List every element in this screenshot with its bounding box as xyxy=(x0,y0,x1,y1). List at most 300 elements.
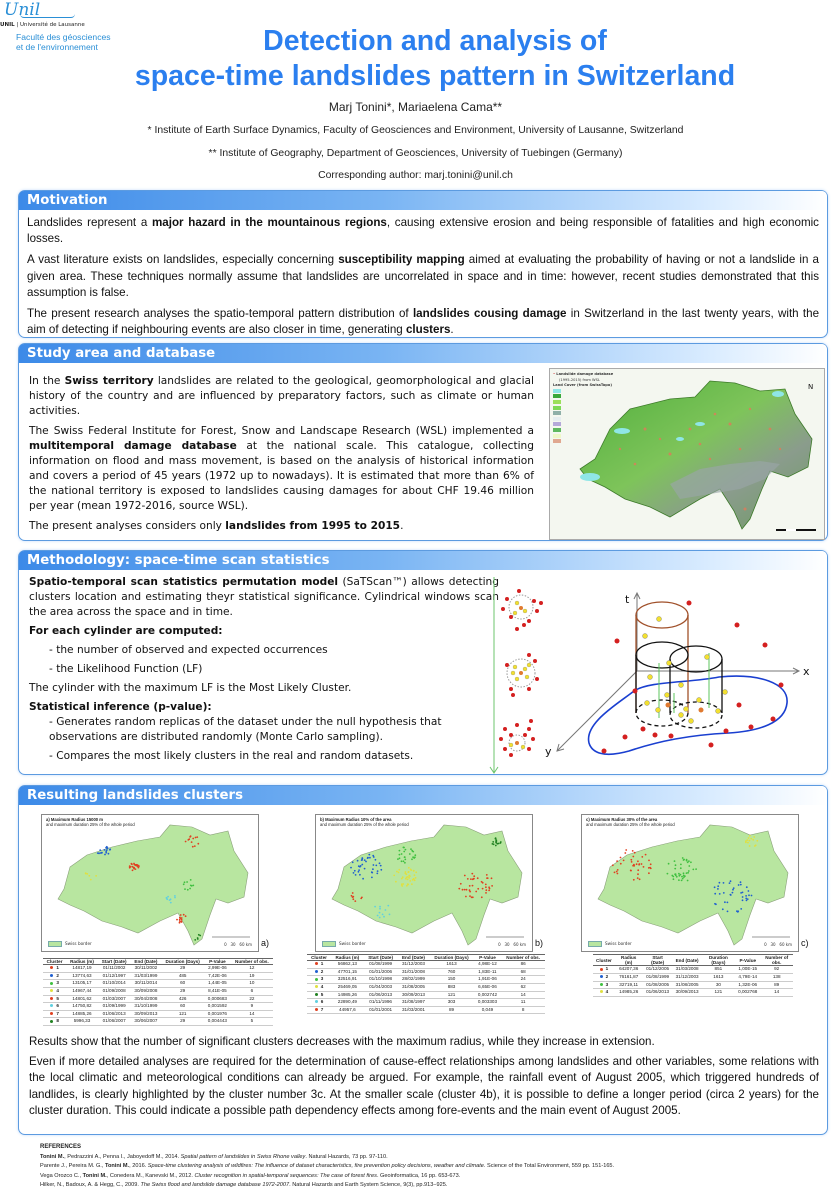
cell-radius: 14750,82 xyxy=(66,1003,98,1011)
cluster-point xyxy=(108,853,110,855)
cell-obs: 89 xyxy=(760,981,793,989)
cluster-point xyxy=(407,884,409,886)
cell-end: 31/08/1997 xyxy=(398,999,430,1007)
cell-radius: 44957,6 xyxy=(331,1006,364,1014)
cluster-point xyxy=(472,896,474,898)
cluster-point xyxy=(683,872,685,874)
cluster-point xyxy=(623,860,625,862)
cluster-point xyxy=(380,869,382,871)
cell-radius: 76161,87 xyxy=(615,974,643,982)
cell-end: 31/03/2008 xyxy=(673,966,702,974)
cluster-point xyxy=(190,885,192,887)
cluster-point xyxy=(413,857,415,859)
cluster-point xyxy=(485,889,487,891)
switzerland-outline xyxy=(58,825,248,945)
section-study-area xyxy=(18,343,828,541)
reference-item: Vega Orozco C., Tonini M., Conedera M., Kanevski M., 2012. Cluster recognition in spatial-temporal sequences: The case of forest fires. Geoinformatica, 16 pp. 653-673. xyxy=(40,1172,461,1179)
cluster-point xyxy=(687,880,689,882)
cluster-point xyxy=(749,835,751,837)
paragraph: Landslides represent a major hazard in the mountainous regions, causing extensive erosion and being responsible of fatalities and high economic losses. xyxy=(27,216,819,246)
paragraph: Results show that the number of significant clusters decreases with the maximum radius, while they increase in extension. xyxy=(29,1035,655,1048)
cluster-point xyxy=(407,879,409,881)
cluster-point xyxy=(688,870,690,872)
cluster-color-dot xyxy=(600,975,603,978)
cluster-point xyxy=(690,861,692,863)
cell-radius: 13774,63 xyxy=(66,972,98,980)
cluster-point xyxy=(179,922,181,924)
cell-obs: 86 xyxy=(501,961,545,969)
cluster-point xyxy=(488,890,490,892)
cell-duration: 121 xyxy=(702,989,736,997)
cluster-point xyxy=(633,879,635,881)
cluster-color-dot xyxy=(315,1008,318,1011)
cluster-point xyxy=(410,869,412,871)
cluster-point xyxy=(486,877,488,879)
faculty-name: Faculté des géosciences et de l'environnement xyxy=(16,32,111,52)
cluster-point xyxy=(361,859,363,861)
cluster-point xyxy=(396,871,398,873)
cluster-point xyxy=(376,873,378,875)
cell-end: 30/09/2008 xyxy=(130,987,161,995)
cell-duration: 29 xyxy=(161,965,204,973)
cluster-point xyxy=(491,877,493,879)
cluster-point xyxy=(398,872,400,874)
column-header: End (Date) xyxy=(130,959,161,965)
cluster-point xyxy=(352,896,354,898)
cell-radius: 14967,44 xyxy=(66,987,98,995)
cluster-point xyxy=(495,838,497,840)
scale-bar: 0 30 60 km xyxy=(224,942,252,947)
cell-radius: 22890,49 xyxy=(331,999,364,1007)
cell-cluster: 3 xyxy=(593,981,615,989)
cell-pvalue: 7,42E-06 xyxy=(204,972,231,980)
cell-radius: 32516,91 xyxy=(331,976,364,984)
cluster-point xyxy=(641,863,643,865)
cluster-point xyxy=(404,859,406,861)
cluster-point xyxy=(411,883,413,885)
cluster-point xyxy=(748,890,750,892)
cluster-point xyxy=(719,893,721,895)
cluster-point xyxy=(174,895,176,897)
cell-radius: 25469,05 xyxy=(331,983,364,991)
cluster-point xyxy=(617,869,619,871)
cluster-point xyxy=(411,858,413,860)
cell-radius: 14885,26 xyxy=(66,1010,98,1018)
cluster-point xyxy=(199,935,201,937)
scale-bar: 0 30 60 km xyxy=(764,942,792,947)
cluster-point xyxy=(493,843,495,845)
cluster-point xyxy=(469,895,471,897)
university-name: UNIL | Université de Lausanne xyxy=(0,22,85,28)
cluster-point xyxy=(612,864,614,866)
cluster-point xyxy=(95,875,97,877)
cluster-point xyxy=(624,852,626,854)
cell-end: 30/06/2007 xyxy=(130,1018,161,1026)
cluster-map-b xyxy=(315,814,533,952)
cluster-point xyxy=(470,878,472,880)
cluster-point xyxy=(190,879,192,881)
cluster-point xyxy=(350,867,352,869)
cell-duration: 89 xyxy=(429,1006,473,1014)
cell-obs: 92 xyxy=(760,966,793,974)
cluster-color-dot xyxy=(600,968,603,971)
cell-duration: 760 xyxy=(429,968,473,976)
methodology-text xyxy=(29,575,499,764)
paragraph: Even if more detailed analyses are required for the determination of cause-effect relationships among landslides and other variables, some relations with the local climatic and meteorological conditions can already be argued. For example, the rainfall event of August 2005, which triggered hundreds of landlides, is clearly highlighted by the cluster number 3c. At the smaller scale (cluster 4b), it is possible to define a longer period (circa 2 years) for the cluster duration. This could indicate a possible path dependency effects among fore-events and the main event of August 2005. xyxy=(29,1055,819,1117)
t-axis-label: t xyxy=(625,593,630,606)
cluster-point xyxy=(614,872,616,874)
cell-radius: 32719,11 xyxy=(615,981,643,989)
cell-start: 01/10/1998 xyxy=(364,976,398,984)
cluster-point xyxy=(183,914,185,916)
cluster-point xyxy=(616,871,618,873)
cluster-color-dot xyxy=(50,1012,53,1015)
cluster-point xyxy=(473,878,475,880)
cell-end: 28/02/1999 xyxy=(398,976,430,984)
cluster-point xyxy=(458,888,460,890)
cluster-point xyxy=(730,894,732,896)
cluster-point xyxy=(166,898,168,900)
cluster-point xyxy=(491,885,493,887)
panel-label-b: b) xyxy=(535,938,544,948)
cluster-point xyxy=(371,872,373,874)
cluster-point xyxy=(398,869,400,871)
swiss-border-legend: Swiss border xyxy=(588,941,632,947)
cell-radius: 47701,15 xyxy=(331,968,364,976)
cluster-point xyxy=(352,898,354,900)
cluster-point xyxy=(353,872,355,874)
cell-pvalue: 1,32E-06 xyxy=(735,981,760,989)
cluster-point xyxy=(104,849,106,851)
cluster-point xyxy=(401,860,403,862)
cell-cluster: 8 xyxy=(43,1018,66,1026)
cluster-point xyxy=(167,896,169,898)
cluster-point xyxy=(379,912,381,914)
cluster-point xyxy=(192,885,194,887)
references-heading: REFERENCES xyxy=(40,1144,82,1150)
cluster-point xyxy=(86,873,88,875)
cluster-point xyxy=(477,888,479,890)
cluster-point xyxy=(187,839,189,841)
cluster-point xyxy=(678,879,680,881)
cluster-point xyxy=(405,849,407,851)
cell-obs: 12 xyxy=(231,965,273,973)
cell-pvalue: 1,83E-11 xyxy=(474,968,502,976)
cluster-point xyxy=(464,875,466,877)
table-row xyxy=(307,1006,545,1014)
cluster-point xyxy=(109,849,111,851)
cell-end: 31/03/2001 xyxy=(398,1006,430,1014)
cluster-point xyxy=(403,847,405,849)
cell-obs: 22 xyxy=(231,995,273,1003)
study-text xyxy=(29,374,534,534)
cluster-point xyxy=(367,857,369,859)
cluster-point xyxy=(727,911,729,913)
swiss-border-legend: Swiss border xyxy=(322,941,366,947)
table-row xyxy=(43,965,273,973)
cluster-point xyxy=(197,937,199,939)
cell-start: 01/06/2007 xyxy=(98,1018,131,1026)
cell-cluster: 5 xyxy=(43,995,66,1003)
cluster-color-dot xyxy=(315,978,318,981)
cluster-point xyxy=(671,875,673,877)
table-row xyxy=(43,972,273,980)
cluster-point xyxy=(361,864,363,866)
cluster-point xyxy=(682,878,684,880)
cluster-point xyxy=(403,860,405,862)
cluster-point xyxy=(377,915,379,917)
cluster-point xyxy=(184,881,186,883)
cluster-point xyxy=(473,875,475,877)
cell-obs: 5 xyxy=(231,1018,273,1026)
cluster-point xyxy=(742,896,744,898)
cluster-point xyxy=(181,917,183,919)
cell-cluster: 5 xyxy=(307,991,331,999)
cluster-point xyxy=(395,881,397,883)
cluster-point xyxy=(616,860,618,862)
cluster-point xyxy=(464,889,466,891)
cluster-point xyxy=(738,884,740,886)
cluster-table-c xyxy=(593,954,793,997)
cell-duration: 851 xyxy=(702,966,736,974)
space-time-scan-diagram xyxy=(489,573,825,778)
cell-obs: 24 xyxy=(501,976,545,984)
cluster-point xyxy=(393,875,395,877)
cell-start: 01/01/2001 xyxy=(364,1006,398,1014)
cluster-point xyxy=(104,854,106,856)
cell-start: 01/06/2013 xyxy=(98,1010,131,1018)
cluster-point xyxy=(745,895,747,897)
cell-end: 30/11/2002 xyxy=(130,965,161,973)
cluster-point xyxy=(686,872,688,874)
cluster-point xyxy=(186,881,188,883)
cell-start: 01/06/2013 xyxy=(643,989,673,997)
cluster-color-dot xyxy=(315,993,318,996)
cluster-point xyxy=(174,897,176,899)
reference-item: Tonini M., Pedrazzini A., Penna I., Jaboyedoff M., 2014. Spatial pattern of landslides in Swiss Rhone valley. Natural Hazards, 73 pp. 97-110. xyxy=(40,1153,388,1160)
column-header: End (Date) xyxy=(673,955,702,966)
cluster-point xyxy=(180,914,182,916)
table-row xyxy=(43,987,273,995)
scan-circle-3 xyxy=(499,719,535,757)
cluster-point xyxy=(170,898,172,900)
cell-duration: 485 xyxy=(161,972,204,980)
cell-duration: 30 xyxy=(702,981,736,989)
cluster-point xyxy=(730,880,732,882)
cluster-point xyxy=(719,882,721,884)
cell-start: 01/11/1996 xyxy=(364,999,398,1007)
table-row xyxy=(593,981,793,989)
corresponding-author: Corresponding author: marj.tonini@unil.ch xyxy=(318,170,513,181)
cell-duration: 29 xyxy=(161,1018,204,1026)
cell-end: 31/10/1999 xyxy=(130,1003,161,1011)
switzerland-landcover-map xyxy=(549,368,825,540)
cluster-point xyxy=(729,882,731,884)
cluster-point xyxy=(368,854,370,856)
cluster-point xyxy=(746,886,748,888)
cluster-point xyxy=(637,860,639,862)
cluster-point xyxy=(751,895,753,897)
cluster-point xyxy=(358,869,360,871)
cluster-point xyxy=(467,878,469,880)
column-header: Duration (Days) xyxy=(702,955,736,966)
cluster-point xyxy=(631,861,633,863)
table-row xyxy=(307,961,545,969)
cell-duration: 60 xyxy=(161,1003,204,1011)
cluster-point xyxy=(377,870,379,872)
paragraph: The Swiss Federal Institute for Forest, Snow and Landscape Research (WSL) implemented a multitemporal damage database at the national scale. This catalogue, collecting information on flood and mass movement, is based on the analysis of historical information and covers a period of 45 years (1972 up to nowadays). It is estimated that more than 6% of the national territory is exposed to landslides causing damages for about CHF 19.46 million per year (mean 1972-2016, source WSL). xyxy=(29,425,534,512)
clustered-events xyxy=(643,617,728,724)
cluster-point xyxy=(404,862,406,864)
cluster-color-dot xyxy=(600,990,603,993)
cluster-color-dot xyxy=(50,966,53,969)
cell-cluster: 7 xyxy=(307,1006,331,1014)
cluster-point xyxy=(460,883,462,885)
cluster-point xyxy=(372,868,374,870)
cluster-point xyxy=(636,863,638,865)
column-header: Number of obs. xyxy=(501,955,545,961)
cell-cluster: 1 xyxy=(307,961,331,969)
cell-duration: 883 xyxy=(429,983,473,991)
cluster-point xyxy=(748,837,750,839)
cluster-point xyxy=(387,905,389,907)
cell-cluster: 3 xyxy=(307,976,331,984)
cluster-map-c xyxy=(581,814,799,952)
cluster-point xyxy=(485,884,487,886)
cluster-point xyxy=(680,867,682,869)
cluster-point xyxy=(354,900,356,902)
cell-obs: 10 xyxy=(231,980,273,988)
column-header: Radius (m) xyxy=(615,955,643,966)
section-heading: Study area and database xyxy=(19,344,827,363)
cluster-color-dot xyxy=(50,1004,53,1007)
reference-item: Parente J., Pereira M. G., Tonini M., 2016. Space-time clustering analysis of wildfires: The influence of dataset characteristics, fire prevention policy decisions, weather and climate. Science of the Total Environment, 559 pp. 151-165. xyxy=(40,1163,615,1170)
cluster-point xyxy=(485,892,487,894)
cluster-point xyxy=(680,874,682,876)
cluster-point xyxy=(469,891,471,893)
table-row xyxy=(43,1010,273,1018)
cell-obs: 19 xyxy=(231,972,273,980)
cell-duration: 1613 xyxy=(702,974,736,982)
cell-start: 01/11/2002 xyxy=(98,965,131,973)
table-row xyxy=(307,999,545,1007)
poster-title: Detection and analysis of space-time landslides pattern in Switzerland xyxy=(134,25,736,92)
cluster-point xyxy=(469,885,471,887)
cluster-point xyxy=(365,861,367,863)
cluster-color-dot xyxy=(50,982,53,985)
column-header: Start (Date) xyxy=(98,959,131,965)
cluster-point xyxy=(756,840,758,842)
table-row xyxy=(307,976,545,984)
cluster-point xyxy=(641,856,643,858)
column-header: Cluster xyxy=(307,955,331,961)
cell-obs: 8 xyxy=(501,1006,545,1014)
cluster-point xyxy=(674,860,676,862)
cluster-point xyxy=(133,867,135,869)
cell-end: 30/09/2013 xyxy=(398,991,430,999)
cluster-point xyxy=(85,872,87,874)
cell-pvalue: 4,79E-14 xyxy=(735,974,760,982)
cluster-map-a xyxy=(41,814,259,952)
cluster-point xyxy=(357,860,359,862)
cell-obs: 14 xyxy=(760,989,793,997)
cell-pvalue: 0,001592 xyxy=(204,1003,231,1011)
cluster-point xyxy=(359,874,361,876)
cluster-point xyxy=(625,849,627,851)
subheading: Statistical inference (p-value): xyxy=(29,701,212,713)
cluster-point xyxy=(411,850,413,852)
lake-geneva xyxy=(580,473,600,481)
cluster-point xyxy=(404,856,406,858)
cluster-point xyxy=(472,885,474,887)
cluster-point xyxy=(105,852,107,854)
cluster-point xyxy=(98,852,100,854)
cell-radius: 5996,33 xyxy=(66,1018,98,1026)
cell-cluster: 4 xyxy=(593,989,615,997)
list-item: - the Likelihood Function (LF) xyxy=(49,663,203,675)
cluster-color-dot xyxy=(315,1000,318,1003)
table-row xyxy=(43,1003,273,1011)
cell-pvalue: 4,98E-12 xyxy=(474,961,502,969)
cluster-point xyxy=(746,900,748,902)
affiliation-1: * Institute of Earth Surface Dynamics, Faculty of Geosciences and Environment, University of Lausanne, Switzerland xyxy=(147,125,684,136)
cluster-point xyxy=(617,873,619,875)
cluster-point xyxy=(413,870,415,872)
cell-cluster: 2 xyxy=(43,972,66,980)
cluster-point xyxy=(413,879,415,881)
cluster-point xyxy=(620,863,622,865)
cluster-point xyxy=(354,870,356,872)
references xyxy=(40,1143,820,1191)
cluster-point xyxy=(101,852,103,854)
section-motivation xyxy=(18,190,828,338)
paragraph: The present analyses considers only landslides from 1995 to 2015. xyxy=(29,520,404,532)
cluster-point xyxy=(678,873,680,875)
cell-end: 31/01/2008 xyxy=(398,968,430,976)
cluster-point xyxy=(675,864,677,866)
cell-obs: 6 xyxy=(231,987,273,995)
cluster-point xyxy=(482,888,484,890)
cluster-point xyxy=(686,860,688,862)
cluster-point xyxy=(383,916,385,918)
cluster-point xyxy=(194,939,196,941)
table-row xyxy=(593,966,793,974)
cluster-point xyxy=(488,886,490,888)
cluster-point xyxy=(632,856,634,858)
cluster-point xyxy=(405,871,407,873)
table-row xyxy=(307,983,545,991)
cluster-point xyxy=(745,840,747,842)
scan-circle-2 xyxy=(505,653,539,697)
cluster-point xyxy=(401,884,403,886)
cell-start: 01/08/1999 xyxy=(643,974,673,982)
cluster-point xyxy=(748,894,750,896)
cluster-point xyxy=(379,906,381,908)
cluster-point xyxy=(401,853,403,855)
cluster-point xyxy=(740,881,742,883)
cell-duration: 121 xyxy=(429,991,473,999)
cluster-point xyxy=(364,859,366,861)
cell-pvalue: 1,44E-05 xyxy=(204,980,231,988)
cell-duration: 303 xyxy=(429,999,473,1007)
x-axis-label: x xyxy=(803,665,810,678)
cluster-point xyxy=(106,849,108,851)
cluster-point xyxy=(639,878,641,880)
map-scale-bar xyxy=(776,529,816,531)
cell-cluster: 6 xyxy=(307,999,331,1007)
cell-radius: 14801,62 xyxy=(66,995,98,1003)
cluster-color-dot xyxy=(315,962,318,965)
